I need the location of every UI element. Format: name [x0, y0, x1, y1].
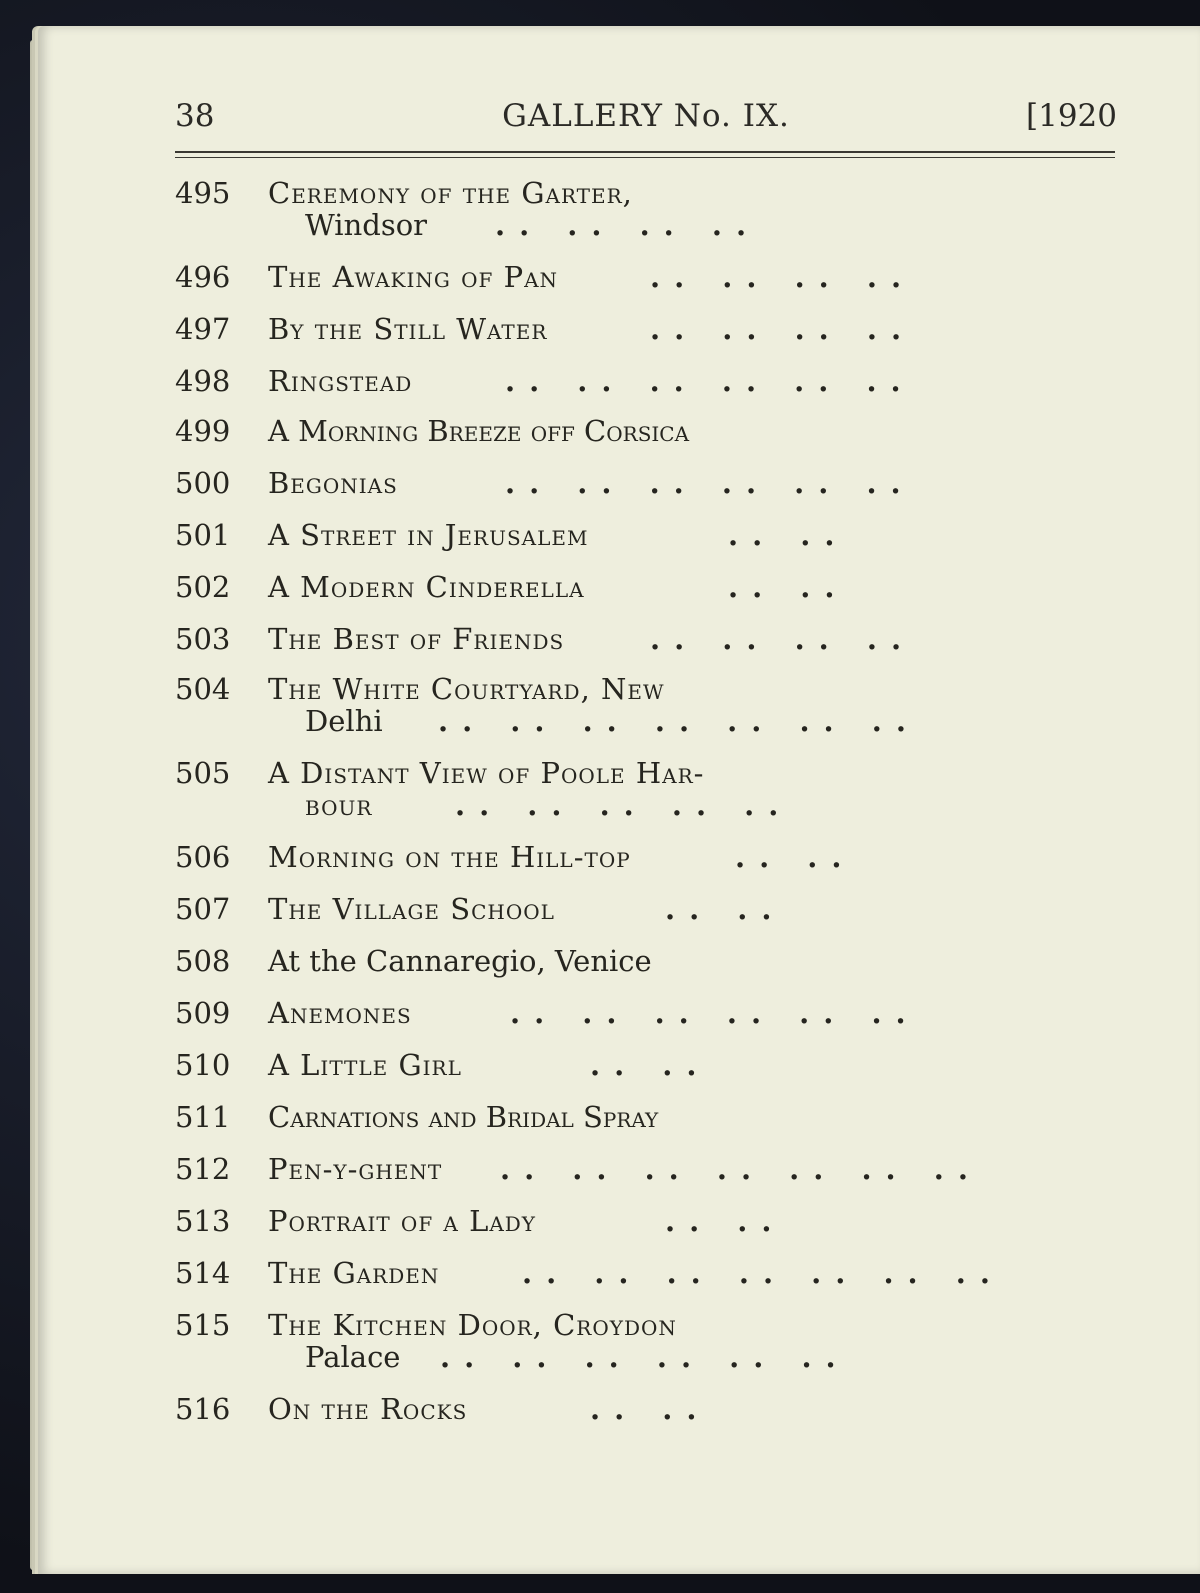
dot-leader: .. .. — [735, 840, 856, 874]
entry-title: Ceremony of the Garter, — [268, 176, 633, 210]
entry-number: 505 — [175, 756, 231, 790]
entry-title: A Little Girl — [268, 1048, 462, 1082]
entry-number: 497 — [175, 312, 231, 346]
entry-number: 512 — [175, 1152, 231, 1186]
entry-title: Anemones — [268, 996, 412, 1030]
dot-leader: .. .. .. .. — [650, 622, 916, 656]
entry-number: 501 — [175, 518, 231, 552]
entry-title: By the Still Water — [268, 312, 548, 346]
entry-number: 510 — [175, 1048, 231, 1082]
entry-number: 506 — [175, 840, 231, 874]
entry-number: 513 — [175, 1204, 231, 1238]
entry-number: 496 — [175, 260, 231, 294]
dot-leader: .. .. .. .. — [650, 312, 916, 346]
entry-title: At the Cannaregio, Venice — [268, 944, 652, 978]
entry-number: 516 — [175, 1392, 231, 1426]
entry-title: Pen-y-ghent — [268, 1152, 443, 1186]
entry-number: 511 — [175, 1100, 231, 1134]
dot-leader: .. .. .. .. .. — [455, 788, 793, 822]
dot-leader: .. .. — [590, 1392, 711, 1426]
entry-number: 498 — [175, 364, 231, 398]
entry-title: On the Rocks — [268, 1392, 468, 1426]
entry-title: Begonias — [268, 466, 398, 500]
dot-leader: .. .. .. .. — [650, 260, 916, 294]
page-title: GALLERY No. IX. — [502, 98, 790, 134]
entry-title: A Distant View of Poole Har- — [268, 756, 705, 790]
entry-title-continued: Palace — [305, 1340, 401, 1374]
dot-leader: .. .. .. .. — [495, 208, 761, 242]
entry-title: The White Courtyard, New — [268, 672, 665, 706]
dot-leader: .. .. — [728, 518, 849, 552]
entry-title-continued: Windsor — [305, 208, 428, 242]
entry-title: A Morning Breeze off Corsica — [268, 414, 690, 448]
entry-title: The Best of Friends — [268, 622, 565, 656]
entry-number: 503 — [175, 622, 231, 656]
entry-title: Carnations and Bridal Spray — [268, 1100, 659, 1134]
entry-number: 504 — [175, 672, 231, 706]
dot-leader: .. .. .. .. .. .. .. — [500, 1152, 982, 1186]
entry-title: Ringstead — [268, 364, 413, 398]
entry-number: 515 — [175, 1308, 231, 1342]
entry-number: 500 — [175, 466, 231, 500]
dot-leader: .. .. .. .. .. .. — [510, 996, 920, 1030]
dot-leader: .. .. — [728, 570, 849, 604]
dot-leader: .. .. .. .. .. .. — [505, 466, 915, 500]
entry-title: The Awaking of Pan — [268, 260, 559, 294]
entry-title: The Village School — [268, 892, 555, 926]
header-rule — [175, 151, 1115, 153]
entry-number: 499 — [175, 414, 231, 448]
entry-title-continued: bour — [305, 788, 373, 822]
entry-number: 502 — [175, 570, 231, 604]
dot-leader: .. .. — [665, 892, 786, 926]
entry-title: Portrait of a Lady — [268, 1204, 537, 1238]
dot-leader: .. .. .. .. .. .. .. — [438, 704, 920, 738]
entry-title: The Kitchen Door, Croydon — [268, 1308, 677, 1342]
entry-title: Morning on the Hill-top — [268, 840, 631, 874]
entry-number: 507 — [175, 892, 231, 926]
dot-leader: .. .. .. .. .. .. — [440, 1340, 850, 1374]
dot-leader: .. .. — [590, 1048, 711, 1082]
entry-title: A Modern Cinderella — [268, 570, 585, 604]
entry-number: 495 — [175, 176, 231, 210]
dot-leader: .. .. — [665, 1204, 786, 1238]
page-number: 38 — [175, 98, 215, 134]
entry-number: 509 — [175, 996, 231, 1030]
entry-number: 508 — [175, 944, 231, 978]
page-header — [175, 98, 1117, 142]
header-rule-thin — [175, 157, 1115, 158]
dot-leader: .. .. .. .. .. .. — [505, 364, 915, 398]
dot-leader: .. .. .. .. .. .. .. — [522, 1256, 1004, 1290]
page-year: [1920 — [1026, 98, 1117, 134]
entry-number: 514 — [175, 1256, 231, 1290]
entry-title: A Street in Jerusalem — [268, 518, 589, 552]
entry-title: The Garden — [268, 1256, 440, 1290]
entry-title-continued: Delhi — [305, 704, 383, 738]
